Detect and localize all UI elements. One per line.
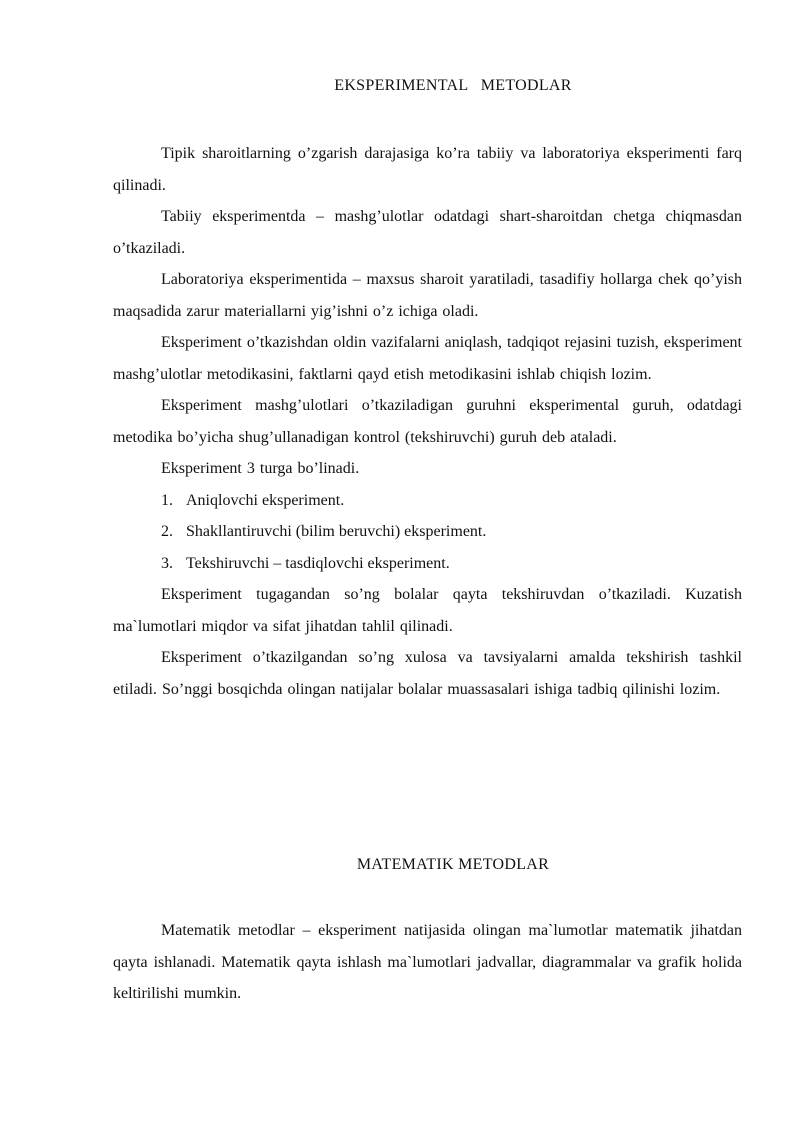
list-item-number: 1. bbox=[161, 491, 173, 509]
paragraph: Laboratoriya eksperimentida – maxsus sharoit yaratiladi, tasadifiy hollarga chek qo’yish maqsadida zarur materiallarni yig’ishni o’z ichiga oladi. bbox=[113, 271, 742, 320]
paragraph: Tabiiy eksperimentda – mashg’ulotlar odatdagi shart-sharoitdan chetga chiqmasdan o’tkaziladi. bbox=[113, 208, 742, 257]
list-item-text: Shakllantiruvchi (bilim beruvchi) eksperiment. bbox=[186, 523, 487, 540]
paragraph: Eksperiment o’tkazishdan oldin vazifalarni aniqlash, tadqiqot rejasini tuzish, eksperiment mashg’ulotlar metodikasini, faktlarni qayd etish metodikasini ishlab chiqish lozim. bbox=[113, 334, 742, 383]
paragraph: Eksperiment tugagandan so’ng bolalar qayta tekshiruvdan o’tkaziladi. Kuzatish ma`lumotlari miqdor va sifat jihatdan tahlil qilinadi. bbox=[113, 586, 742, 635]
list-item-number: 2. bbox=[161, 523, 173, 540]
section-heading-mathematical: MATEMATIK METODLAR bbox=[356, 856, 550, 873]
list-item-number: 3. bbox=[161, 554, 173, 572]
section-heading-experimental: EKSPERIMENTAL METODLAR bbox=[334, 77, 572, 94]
list-item-text: Aniqlovchi eksperiment. bbox=[186, 491, 345, 509]
paragraph: Eksperiment 3 turga bo’linadi. bbox=[161, 460, 360, 477]
list-item bbox=[113, 548, 742, 580]
list-item-text: Tekshiruvchi – tasdiqlovchi eksperiment. bbox=[186, 554, 450, 572]
list-item bbox=[113, 516, 742, 548]
paragraph: Matematik metodlar – eksperiment natijasida olingan ma`lumotlar matematik jihatdan qayta ishlanadi. Matematik qayta ishlash ma`lumotlari jadvallar, diagrammalar va grafik holida keltirilishi mumkin. bbox=[113, 922, 742, 1002]
experiment-types-list bbox=[113, 485, 742, 580]
list-item bbox=[113, 485, 742, 517]
paragraph: Eksperiment mashg’ulotlari o’tkaziladigan guruhni eksperimental guruh, odatdagi metodika bo’yicha shug’ullanadigan kontrol (tekshiruvchi) guruh deb ataladi. bbox=[113, 397, 742, 446]
paragraph: Tipik sharoitlarning o’zgarish darajasiga ko’ra tabiiy va laboratoriya eksperimenti farq qilinadi. bbox=[113, 145, 742, 194]
section-body-experimental bbox=[113, 138, 742, 705]
paragraph: Eksperiment o’tkazilgandan so’ng xulosa va tavsiyalarni amalda tekshirish tashkil etiladi. So’nggi bosqichda olingan natijalar bolalar muassasalari ishiga tadbiq qilinishi lozim. bbox=[113, 649, 742, 698]
section-body-mathematical bbox=[113, 915, 742, 1010]
